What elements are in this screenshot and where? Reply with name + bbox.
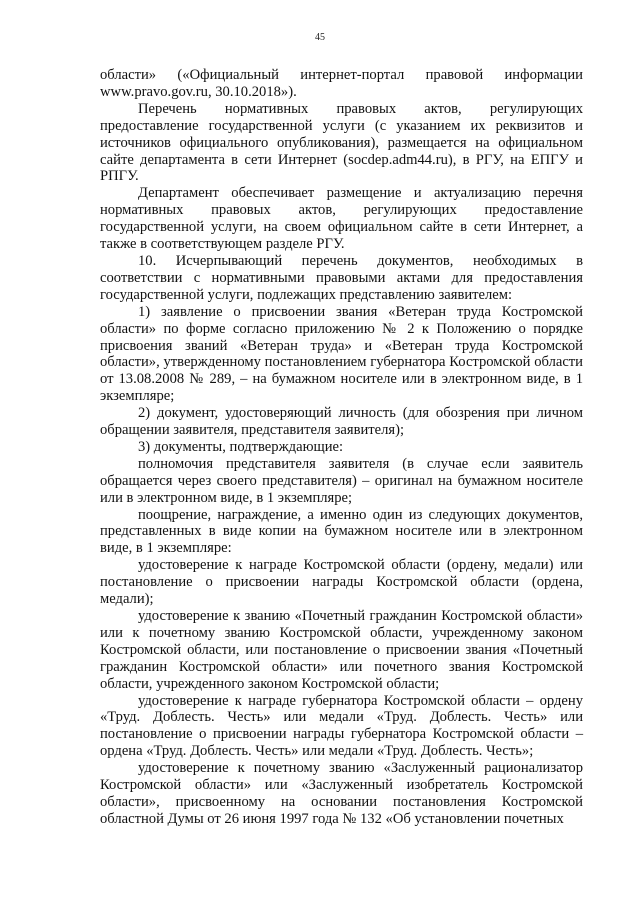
paragraph-governor-award: удостоверение к награде губернатора Костромской области – ордену «Труд. Доблесть. Честь» или медали «Труд. Доблесть. Честь» или постановление о присвоении награды губернатора Костромской области – ордена «Труд. Доблесть. Честь» или медали «Труд. Доблесть. Честь»; — [100, 692, 583, 760]
paragraph-honorary-citizen: удостоверение к званию «Почетный гражданин Костромской области» или к почетному званию Костромской области, учрежденному законом Костромской области, или постановление о присвоении звания «Почетный гражданин Костромской области» или почетного звания Костромской области, учрежденного законом Костромской области; — [100, 608, 583, 692]
page-number: 45 — [315, 32, 325, 43]
paragraph-representative-authority: полномочия представителя заявителя (в случае если заявитель обращается через своего представителя) – оригинал на бумажном носителе или в электронном виде, в 1 экземпляре; — [100, 455, 583, 506]
paragraph-honorary-title: удостоверение к почетному званию «Заслуженный рационализатор Костромской области» или «Заслуженный изобретатель Костромской области», присвоенному на основании постановления Костромской областной Думы от 26 июня 1997 года № 132 «Об установлении почетных — [100, 760, 583, 827]
paragraph-acts-list: Перечень нормативных правовых актов, регулирующих предоставление государственной услуги (с указанием их реквизитов и источников официального опубликования), размещается на официальном сайте департамента в сети Интернет (socdep.adm44.ru), в РГУ, на ЕПГУ и РПГУ. — [100, 100, 583, 185]
paragraph-subitem-3: 3) документы, подтверждающие: — [138, 438, 344, 455]
paragraph-regional-award: удостоверение к награде Костромской области (ордену, медали) или постановление о присвоении награды Костромской области (ордена, медали); — [100, 557, 583, 608]
document-body — [100, 67, 583, 828]
paragraph-subitem-1: 1) заявление о присвоении звания «Ветеран труда Костромской области» по форме согласно приложению № 2 к Положению о порядке присвоения званий «Ветеран труда» и «Ветеран труда Костромской области», утвержденному постановлением губернатора Костромской области от 13.08.2008 № 289, – на бумажном носителе или в электронном виде, в 1 экземпляре; — [100, 303, 583, 405]
paragraph-award-documents: поощрение, награждение, а именно один из следующих документов, представленных в виде копии на бумажном носителе или в электронном виде, в 1 экземпляре: — [100, 506, 583, 557]
paragraph-subitem-2: 2) документ, удостоверяющий личность (для обозрения при личном обращении заявителя, представителя заявителя); — [100, 405, 583, 439]
paragraph-item-10: 10. Исчерпывающий перечень документов, необходимых в соответствии с нормативными правовыми актами для предоставления государственной услуги, подлежащих представлению заявителем: — [100, 252, 583, 303]
paragraph-department-updates: Департамент обеспечивает размещение и актуализацию перечня нормативных правовых актов, регулирующих предоставление государственной услуги, на своем официальном сайте в сети Интернет, а также в соответствующем разделе РГУ. — [100, 185, 583, 253]
paragraph-source-continuation: области» («Официальный интернет-портал правовой информации www.pravo.gov.ru, 30.10.2018»). — [100, 67, 583, 100]
